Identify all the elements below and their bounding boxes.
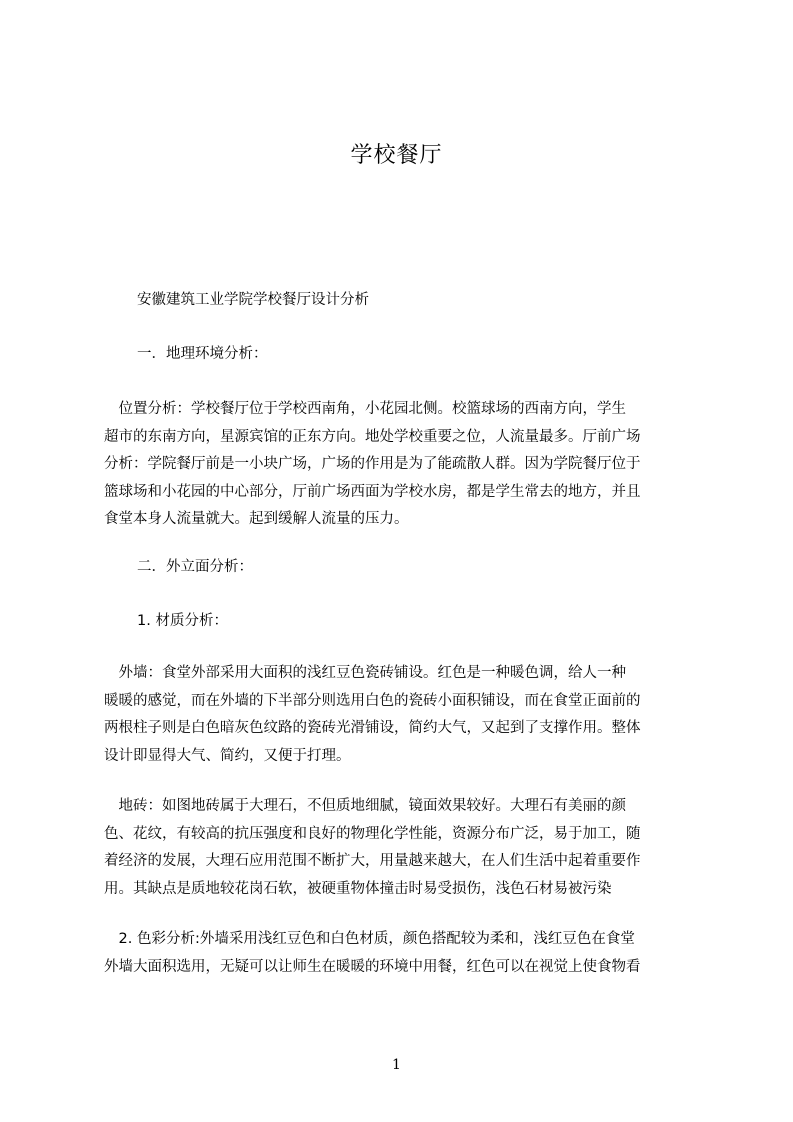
- paragraph-line: 暖暖的感觉，而在外墙的下半部分则选用白色的瓷砖小面积铺设，而在食堂正面前的: [104, 692, 641, 709]
- section-heading-geography: 一．地理环境分析：: [137, 346, 268, 362]
- document-title: 学校餐厅: [350, 143, 443, 168]
- paragraph-line: 设计即显得大气、简约，又便于打理。: [104, 747, 351, 764]
- paragraph-line: 外墙大面积选用，无疑可以让师生在暖暖的环境中用餐，红色可以在视觉上使食物看: [104, 958, 641, 975]
- section-heading-facade: 二．外立面分析：: [137, 559, 253, 575]
- paragraph-line: 2. 色彩分析:外墙采用浅红豆色和白色材质，颜色搭配较为柔和，浅红豆色在食堂: [104, 931, 635, 947]
- paragraph-location-analysis: [104, 396, 702, 534]
- paragraph-line: 食堂本身人流量就大。起到缓解人流量的压力。: [104, 511, 409, 527]
- paragraph-color-analysis: [104, 926, 702, 981]
- paragraph-line: 篮球场和小花园的中心部分，厅前广场西面为学校水房，都是学生常去的地方，并且: [104, 483, 641, 500]
- subsection-heading-material: 1. 材质分析：: [137, 613, 228, 629]
- paragraph-line: 两根柱子则是白色暗灰色纹路的瓷砖光滑铺设，简约大气，又起到了支撑作用。整体: [104, 720, 641, 736]
- paragraph-line: 外墙：食堂外部采用大面积的浅红豆色瓷砖铺设。红色是一种暖色调，给人一种: [104, 665, 626, 681]
- paragraph-line: 色、花纹，有较高的抗压强度和良好的物理化学性能，资源分布广泛，易于加工，随: [104, 825, 641, 842]
- paragraph-exterior-wall: [104, 660, 702, 770]
- paragraph-line: 分析：学院餐厅前是一小块广场，广场的作用是为了能疏散人群。因为学院餐厅位于: [104, 456, 641, 472]
- paragraph-line: 着经济的发展，大理石应用范围不断扩大，用量越来越大，在人们生活中起着重要作: [104, 853, 641, 869]
- paragraph-line: 地砖：如图地砖属于大理石，不但质地细腻，镜面效果较好。大理石有美丽的颜: [104, 798, 626, 814]
- page-number: 1: [392, 1057, 401, 1073]
- document-subtitle: 安徽建筑工业学院学校餐厅设计分析: [137, 292, 369, 308]
- paragraph-floor-tile: [104, 793, 702, 903]
- paragraph-line: 超市的东南方向，星源宾馆的正东方向。地处学校重要之位，人流量最多。厅前广场: [104, 428, 641, 445]
- paragraph-line: 用。其缺点是质地较花岗石软，被硬重物体撞击时易受损伤，浅色石材易被污染: [104, 880, 612, 897]
- paragraph-line: 位置分析：学校餐厅位于学校西南角，小花园北侧。校篮球场的西南方向，学生: [104, 401, 626, 417]
